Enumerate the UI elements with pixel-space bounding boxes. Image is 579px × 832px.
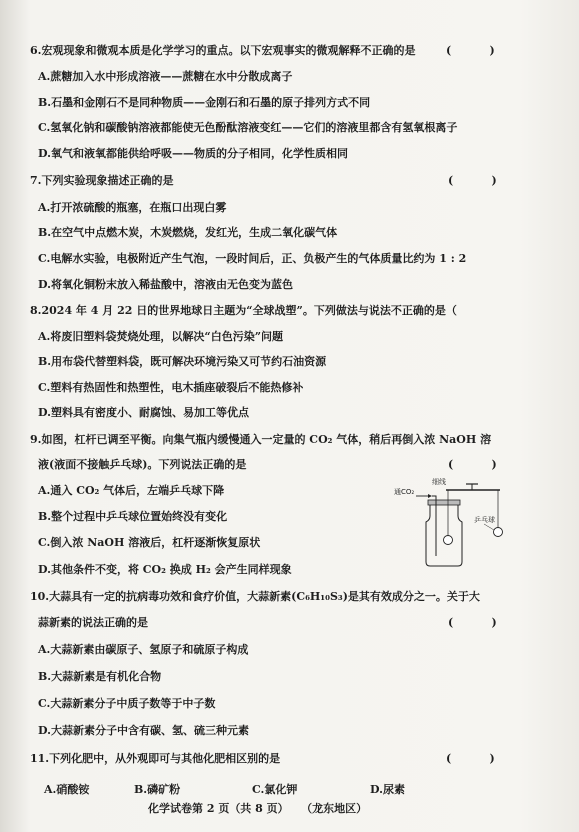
q7-option-c: C.电解水实验，电极附近产生气泡，一段时间后，正、负极产生的气体质量比约为 1 : 2 bbox=[38, 252, 467, 265]
q6-option-a: A.蔗糖加入水中形成溶液——蔗糖在水中分散成离子 bbox=[38, 70, 293, 83]
q9-stem-cont: 液(液面不接触乒乓球)。下列说法正确的是 bbox=[38, 458, 247, 471]
q10-stem: 10.大蒜具有一定的抗病毒功效和食疗价值，大蒜新素(C₆H₁₀S₃)是其有效成分之一。关于大 bbox=[30, 590, 480, 603]
q7-option-d: D.将氧化铜粉末放入稀盐酸中，溶液由无色变为蓝色 bbox=[38, 278, 293, 291]
wire-label: 细线 bbox=[432, 478, 446, 486]
q7-answer-paren: ( ) bbox=[448, 174, 497, 187]
q6-option-b: B.石墨和金刚石不是同种物质——金刚石和石墨的原子排列方式不同 bbox=[38, 96, 371, 109]
ping-pong-label: 乒乓球 bbox=[474, 516, 495, 524]
q6-option-c: C.氢氧化钠和碳酸钠溶液都能使无色酚酞溶液变红——它们的溶液里都含有氢氧根离子 bbox=[38, 121, 458, 134]
q9-option-b: B.整个过程中乒乓球位置始终没有变化 bbox=[38, 510, 228, 523]
q11-answer-paren: ( ) bbox=[446, 752, 495, 765]
q10-answer-paren: ( ) bbox=[448, 616, 497, 629]
footer-title: 化学试卷第 2 页（共 8 页） bbox=[148, 802, 289, 815]
q6-answer-paren: ( ) bbox=[446, 44, 495, 57]
q11-stem: 11.下列化肥中，从外观即可与其他化肥相区别的是 bbox=[30, 752, 281, 765]
left-ping-pong-ball bbox=[444, 536, 453, 545]
right-ping-pong-ball bbox=[494, 528, 503, 537]
q7-option-b: B.在空气中点燃木炭，木炭燃烧，发红光，生成二氧化碳气体 bbox=[38, 226, 338, 239]
co2-inlet-label: 通CO₂ bbox=[394, 488, 415, 496]
q6-option-d: D.氧气和液氧都能供给呼吸——物质的分子相同，化学性质相同 bbox=[38, 147, 348, 160]
q8-stem: 8.2024 年 4 月 22 日的世界地球日主题为“全球战塑”。下列做法与说法不正确的是（ bbox=[30, 304, 457, 317]
q9-answer-paren: ( ) bbox=[448, 458, 497, 471]
q10-option-a: A.大蒜新素由碳原子、氢原子和硫原子构成 bbox=[38, 643, 249, 656]
lever-gas-bottle-diagram bbox=[392, 476, 512, 571]
q11-option-b: B.磷矿粉 bbox=[134, 783, 181, 796]
footer-region: （龙东地区） bbox=[306, 802, 368, 815]
gas-bottle bbox=[426, 504, 462, 566]
q10-option-c: C.大蒜新素分子中质子数等于中子数 bbox=[38, 697, 216, 710]
q8-option-b: B.用布袋代替塑料袋，既可解决环境污染又可节约石油资源 bbox=[38, 355, 327, 368]
q11-option-a: A.硝酸铵 bbox=[44, 783, 90, 796]
q10-option-b: B.大蒜新素是有机化合物 bbox=[38, 670, 162, 683]
inlet-arrowhead bbox=[428, 494, 432, 498]
q10-stem-cont: 蒜新素的说法正确的是 bbox=[38, 616, 148, 629]
q9-option-a: A.通入 CO₂ 气体后，左端乒乓球下降 bbox=[38, 484, 225, 497]
q11-option-d: D.尿素 bbox=[370, 783, 405, 796]
q8-option-c: C.塑料有热固性和热塑性，电木插座破裂后不能热修补 bbox=[38, 381, 304, 394]
q9-option-c: C.倒入浓 NaOH 溶液后，杠杆逐渐恢复原状 bbox=[38, 536, 261, 549]
q8-option-d: D.塑料具有密度小、耐腐蚀、易加工等优点 bbox=[38, 406, 249, 419]
q11-option-c: C.氯化钾 bbox=[252, 783, 298, 796]
q8-option-a: A.将废旧塑料袋焚烧处理，以解决“白色污染”问题 bbox=[38, 330, 284, 343]
q9-option-d: D.其他条件不变，将 CO₂ 换成 H₂ 会产生同样现象 bbox=[38, 563, 292, 576]
bottle-stopper bbox=[428, 500, 460, 505]
q6-stem: 6.宏观现象和微观本质是化学学习的重点。以下宏观事实的微观解释不正确的是 bbox=[30, 44, 416, 57]
ball-pointer bbox=[484, 524, 494, 530]
q7-option-a: A.打开浓硫酸的瓶塞，在瓶口出现白雾 bbox=[38, 201, 227, 214]
q10-option-d: D.大蒜新素分子中含有碳、氢、硫三种元素 bbox=[38, 724, 249, 737]
q9-stem: 9.如图，杠杆已调至平衡。向集气瓶内缓慢通入一定量的 CO₂ 气体，稍后再倒入浓 NaOH 溶 bbox=[30, 433, 492, 446]
q7-stem: 7.下列实验现象描述正确的是 bbox=[30, 174, 174, 187]
page-footer bbox=[148, 800, 367, 816]
